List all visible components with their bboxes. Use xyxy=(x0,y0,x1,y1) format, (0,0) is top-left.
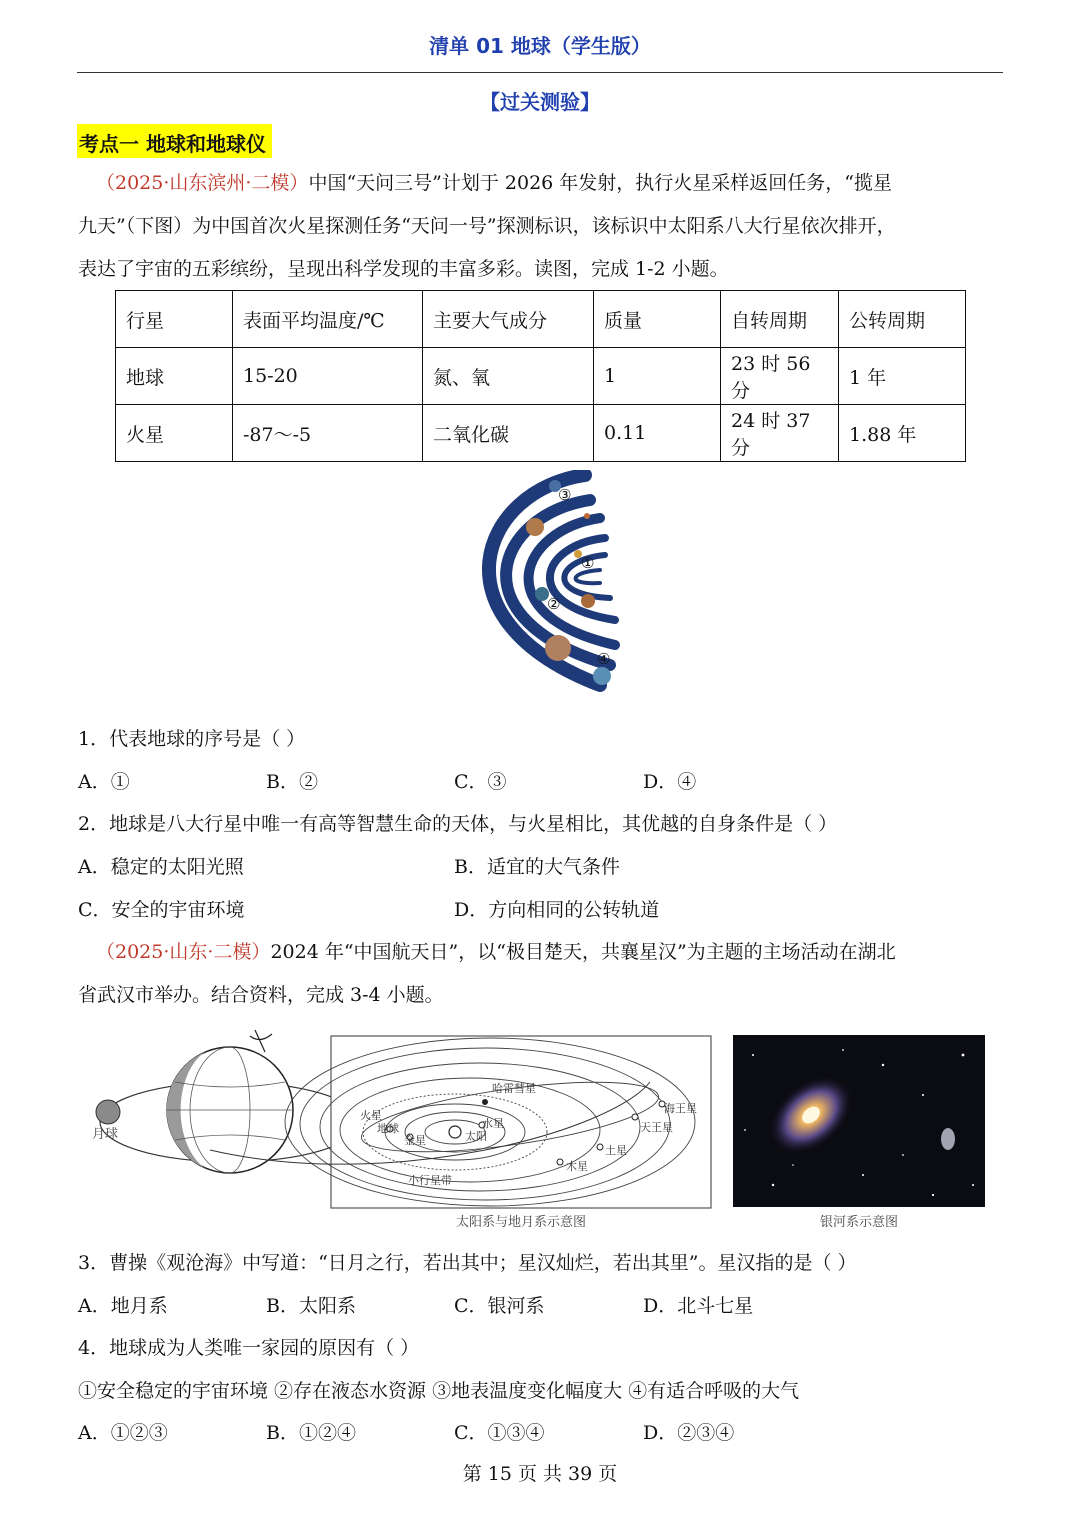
q3-option-d[interactable]: D．北斗七星 xyxy=(643,1295,754,1317)
passage1-text-1: 中国“天问三号”计划于 2026 年发射，执行火星采样返回任务，“揽星 xyxy=(308,172,893,194)
solar-system-diagram xyxy=(90,1022,730,1232)
planet-label: 海王星 xyxy=(664,1102,697,1115)
table-cell: 23 时 56 分 xyxy=(721,348,839,405)
passage2-text-1: 2024 年“中国航天日”，以“极目楚天，共襄星汉”为主题的主场活动在湖北 xyxy=(270,941,896,963)
planet-label: 天王星 xyxy=(640,1121,673,1134)
table-header-cell: 主要大气成分 xyxy=(423,291,594,348)
q1-option-a[interactable]: A．① xyxy=(78,771,130,793)
q1-option-c[interactable]: C．③ xyxy=(454,771,507,793)
section-title: 【过关测验】 xyxy=(480,90,600,114)
passage2-source: （2025·山东·二模） xyxy=(96,941,271,963)
q3-option-c[interactable]: C．银河系 xyxy=(454,1295,545,1317)
kaodian-title: 考点一 地球和地球仪 xyxy=(77,124,272,158)
passage1-line2: 九天”（下图）为中国首次火星探测任务“天问一号”探测标识，该标识中太阳系八大行星依次排开， xyxy=(78,215,896,237)
table-cell: 1.88 年 xyxy=(839,405,966,462)
passage1-line3: 表达了宇宙的五彩缤纷，呈现出科学发现的丰富多彩。读图，完成 1-2 小题。 xyxy=(78,258,729,280)
page-footer: 第 15 页 共 39 页 xyxy=(462,1463,618,1485)
table-header-cell: 表面平均温度/℃ xyxy=(233,291,423,348)
q4-stem: 4．地球成为人类唯一家园的原因有（ ） xyxy=(78,1337,420,1359)
passage2-line2: 省武汉市举办。结合资料，完成 3-4 小题。 xyxy=(78,984,444,1006)
passage1-source: （2025·山东滨州·二模） xyxy=(96,172,309,194)
table-cell: 15-20 xyxy=(233,348,423,405)
q4-option-a[interactable]: A．①②③ xyxy=(78,1422,168,1444)
q3-option-a[interactable]: A．地月系 xyxy=(78,1295,168,1317)
q4-option-c[interactable]: C．①③④ xyxy=(454,1422,545,1444)
table-cell: 氮、氧 xyxy=(423,348,594,405)
table-header-row xyxy=(116,291,966,348)
q2-option-b[interactable]: B．适宜的大气条件 xyxy=(454,856,620,878)
logo-label: ④ xyxy=(597,650,611,668)
table-cell: 0.11 xyxy=(594,405,721,462)
rotation-arrow-icon xyxy=(250,1034,272,1040)
page-header-title: 清单 01 地球（学生版） xyxy=(429,34,651,58)
header-divider xyxy=(77,72,1003,73)
table-cell: 1 年 xyxy=(839,348,966,405)
q1-option-d[interactable]: D．④ xyxy=(643,771,697,793)
q4-option-b[interactable]: B．①②④ xyxy=(266,1422,356,1444)
q1-stem: 1．代表地球的序号是（ ） xyxy=(78,728,306,750)
table-row xyxy=(116,348,966,405)
logo-label: ① xyxy=(581,554,595,572)
planet-label: 火星 xyxy=(360,1109,382,1122)
q3-stem: 3．曹操《观沧海》中写道：“日月之行，若出其中；星汉灿烂，若出其里”。星汉指的是（ ） xyxy=(78,1252,857,1274)
passage1-line1 xyxy=(96,162,892,205)
table-cell: 1 xyxy=(594,348,721,405)
galaxy-caption: 银河系示意图 xyxy=(819,1215,898,1230)
q2-option-c[interactable]: C．安全的宇宙环境 xyxy=(78,899,245,921)
sun-icon xyxy=(449,1126,461,1138)
table-cell: 二氧化碳 xyxy=(423,405,594,462)
q3-option-b[interactable]: B．太阳系 xyxy=(266,1295,356,1317)
planet-dot xyxy=(584,513,590,519)
table-header-cell: 行星 xyxy=(116,291,233,348)
moon-label: 月球 xyxy=(92,1127,119,1142)
planet-dot xyxy=(581,594,595,608)
table-cell: 24 时 37 分 xyxy=(721,405,839,462)
planet-dot xyxy=(545,635,571,661)
planet-label: 哈雷彗星 xyxy=(492,1082,536,1095)
planet-label: 土星 xyxy=(605,1144,627,1157)
planet-label: 小行星带 xyxy=(408,1174,452,1187)
q4-items: ①安全稳定的宇宙环境 ②存在液态水资源 ③地表温度变化幅度大 ④有适合呼吸的大气 xyxy=(78,1380,800,1402)
q2-option-d[interactable]: D．方向相同的公转轨道 xyxy=(454,899,660,921)
table-header-cell: 自转周期 xyxy=(721,291,839,348)
planet-label: 地球 xyxy=(377,1122,399,1135)
q2-stem: 2．地球是八大行星中唯一有高等智慧生命的天体，与火星相比，其优越的自身条件是（ ） xyxy=(78,813,838,835)
logo-label: ② xyxy=(547,595,561,613)
planet-label: 太阳 xyxy=(465,1130,487,1143)
planet-comparison-table xyxy=(115,290,966,462)
table-row xyxy=(116,405,966,462)
planet-label: 木星 xyxy=(566,1160,588,1173)
table-cell: -87～-5 xyxy=(233,405,423,462)
table-cell: 火星 xyxy=(116,405,233,462)
table-header-cell: 公转周期 xyxy=(839,291,966,348)
table-cell: 地球 xyxy=(116,348,233,405)
table-header-cell: 质量 xyxy=(594,291,721,348)
planet-label: 金星 xyxy=(404,1134,426,1147)
galaxy-image xyxy=(733,1035,985,1207)
q4-option-d[interactable]: D．②③④ xyxy=(643,1422,735,1444)
planet-dot xyxy=(526,518,544,536)
logo-label: ③ xyxy=(558,486,572,504)
tianwen-logo-figure xyxy=(440,470,640,710)
q2-option-a[interactable]: A．稳定的太阳光照 xyxy=(78,856,244,878)
solar-diagram-caption: 太阳系与地月系示意图 xyxy=(455,1215,586,1230)
passage2-line1 xyxy=(96,931,896,974)
planet-label: 水星 xyxy=(482,1117,504,1130)
moon xyxy=(96,1100,120,1124)
q1-option-b[interactable]: B．② xyxy=(266,771,318,793)
planet-dot xyxy=(593,667,611,685)
